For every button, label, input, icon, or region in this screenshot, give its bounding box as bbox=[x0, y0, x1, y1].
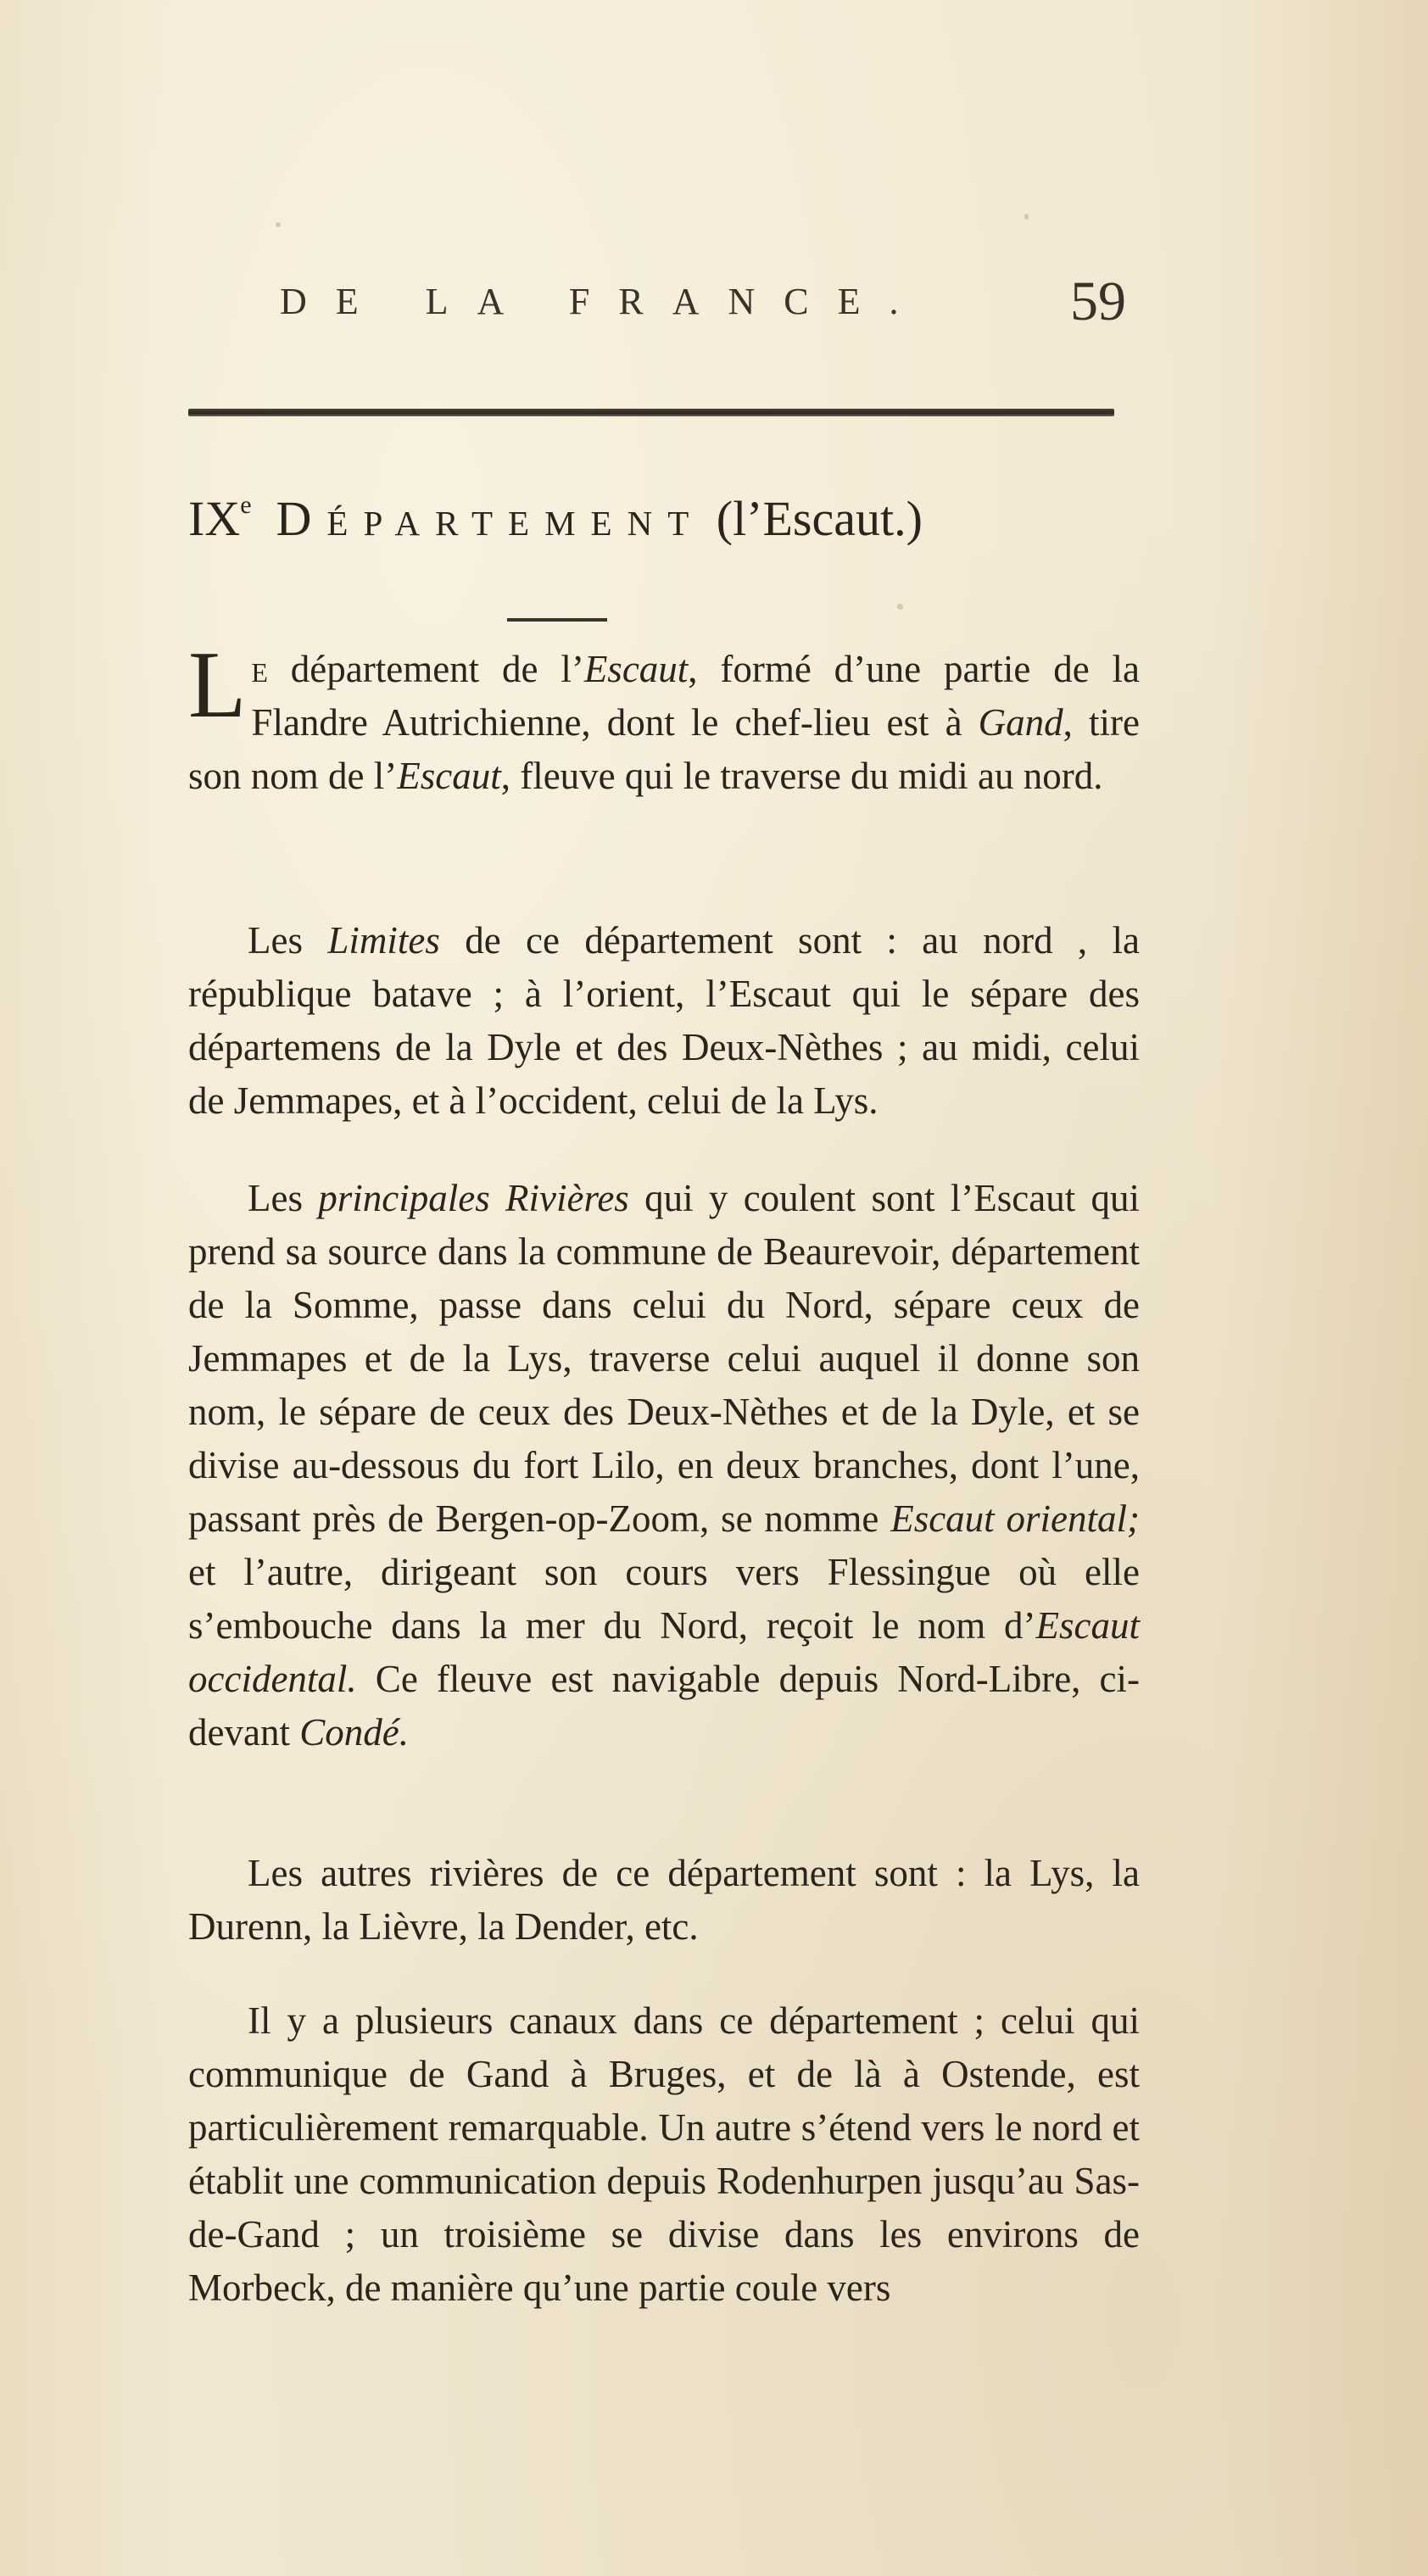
paragraph-1 bbox=[188, 633, 1140, 803]
running-head: DE LA FRANCE. bbox=[280, 281, 928, 322]
italic-run: principales Rivières bbox=[318, 1177, 629, 1219]
section-title bbox=[188, 490, 1121, 547]
text-run: département de l’ bbox=[267, 648, 584, 690]
section-numeral-superscript: e bbox=[240, 491, 252, 519]
italic-run: Escaut bbox=[583, 648, 689, 690]
italic-run: Escaut bbox=[397, 755, 501, 797]
foxing-spot bbox=[276, 222, 281, 227]
foxing-spot bbox=[897, 604, 903, 610]
text-run: Ce fleuve est navigable depuis Nord-Libre, ci-devant bbox=[188, 1658, 1140, 1754]
text-run: Il y a plusieurs canaux dans ce département ; celui qui communique de Gand à Bruges, et de là à Ostende, est particulièrement remarquable. Un autre s’étend vers le nord et établit une communication depuis Rodenhurpen jusqu’au Sas-de-Gand ; un troisième se divise dans les environs de Morbeck, de manière qu’une partie coule vers bbox=[188, 1999, 1140, 2309]
text-run: Les bbox=[248, 919, 328, 962]
section-word: Département bbox=[276, 491, 705, 546]
drop-cap-word bbox=[188, 633, 268, 738]
drop-cap-rest: e bbox=[251, 648, 268, 690]
paragraph-3 bbox=[188, 1172, 1140, 1759]
title-rule bbox=[507, 618, 607, 622]
page-number: 59 bbox=[1070, 270, 1126, 332]
text-run: qui y coulent sont l’Escaut qui prend sa source dans la commune de Beaurevoir, département de la Somme, passe dans celui du Nord, sépare ceux de Jemmapes et de la Lys, traverse celui auquel il donne son nom, le sépare de ceux des Deux-Nèthes et de la Dyle, et se divise au-dessous du fort Lilo, en deux branches, dont l’une, passant près de Bergen-op-Zoom, se nomme bbox=[188, 1177, 1140, 1540]
text-run: et l’autre, dirigeant son cours vers Flessingue où elle s’embouche dans la mer du Nord, reçoit le nom d’ bbox=[188, 1551, 1140, 1647]
section-numeral: IX bbox=[188, 491, 241, 546]
header-rule bbox=[188, 409, 1114, 416]
italic-run: Escaut oriental; bbox=[890, 1497, 1140, 1540]
text-run: , fleuve qui le traverse du midi au nord. bbox=[500, 755, 1103, 797]
text-run: , formé d’une partie de la Flandre Autrichienne, dont le chef-lieu est à bbox=[251, 648, 1140, 744]
italic-run: Limites bbox=[327, 919, 440, 962]
paragraph-5 bbox=[188, 1994, 1140, 2315]
drop-cap: L bbox=[188, 633, 247, 738]
text-run: Les autres rivières de ce département sont : la Lys, la Durenn, la Lièvre, la Dender, etc. bbox=[188, 1852, 1140, 1948]
paragraph-2 bbox=[188, 914, 1140, 1128]
italic-run: Condé. bbox=[299, 1711, 409, 1754]
text-run: , tire son nom de l’ bbox=[188, 701, 1140, 797]
foxing-spot bbox=[1024, 214, 1029, 220]
text-run: de ce département sont : au nord , la république batave ; à l’orient, l’Escaut qui le sépare des départemens de la Dyle et des Deux-Nèthes ; au midi, celui de Jemmapes, et à l’occident, celui de la Lys. bbox=[188, 919, 1140, 1122]
paragraph-4 bbox=[188, 1847, 1140, 1954]
section-subject: (l’Escaut.) bbox=[716, 491, 923, 546]
text-run: Les bbox=[248, 1177, 319, 1219]
italic-run: Escaut occidental. bbox=[188, 1604, 1140, 1700]
italic-run: Gand bbox=[978, 701, 1063, 744]
